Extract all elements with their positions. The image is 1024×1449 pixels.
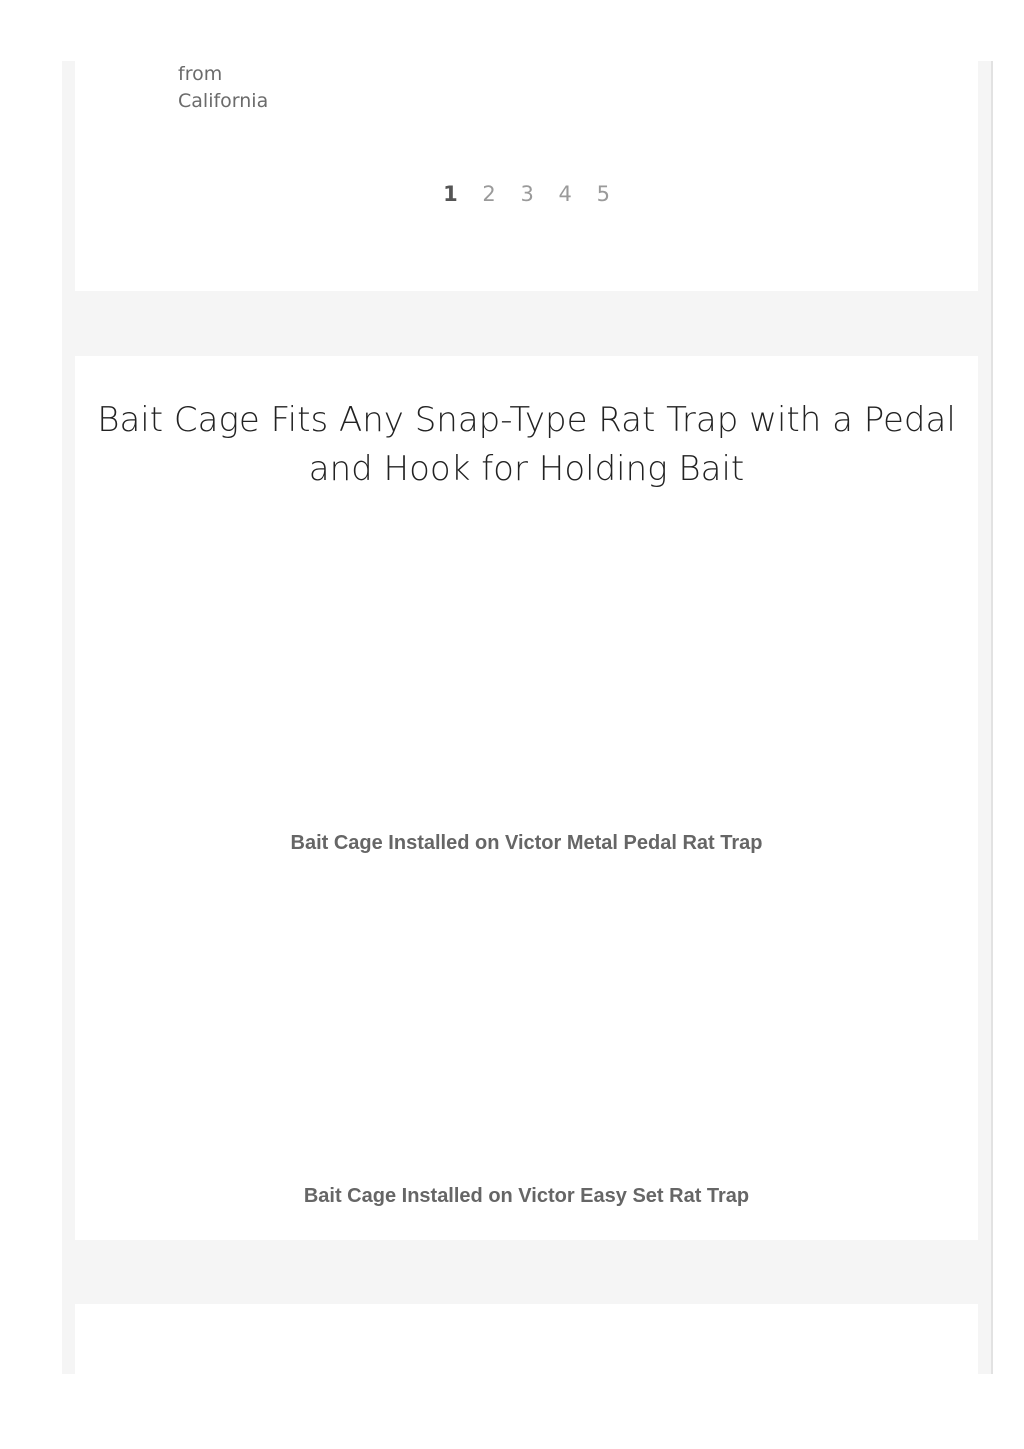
reviewer-location: [178, 61, 268, 115]
page-link-4[interactable]: 4: [558, 182, 572, 206]
reviewer-location-line-1: from: [178, 63, 223, 85]
page-link-2[interactable]: 2: [482, 182, 496, 206]
product-image-metal-pedal-trap: [115, 506, 938, 816]
next-section-panel: [75, 1304, 978, 1374]
image-caption-1: Bait Cage Installed on Victor Metal Pedal Rat Trap: [290, 832, 763, 854]
section-title: Bait Cage Fits Any Snap-Type Rat Trap with a Pedal and Hook for Holding Bait: [97, 400, 956, 489]
page-link-1[interactable]: 1: [443, 182, 458, 206]
product-image-easy-set-trap: [115, 876, 938, 1166]
review-pagination: [75, 182, 978, 206]
reviews-panel: [75, 61, 978, 291]
image-caption-2: Bait Cage Installed on Victor Easy Set Rat Trap: [303, 1185, 750, 1207]
page-link-5[interactable]: 5: [596, 182, 610, 206]
page-link-3[interactable]: 3: [520, 182, 534, 206]
reviewer-location-line-2: California: [178, 90, 269, 112]
page-viewport: [62, 61, 993, 1374]
bait-cage-section: [75, 356, 978, 1240]
